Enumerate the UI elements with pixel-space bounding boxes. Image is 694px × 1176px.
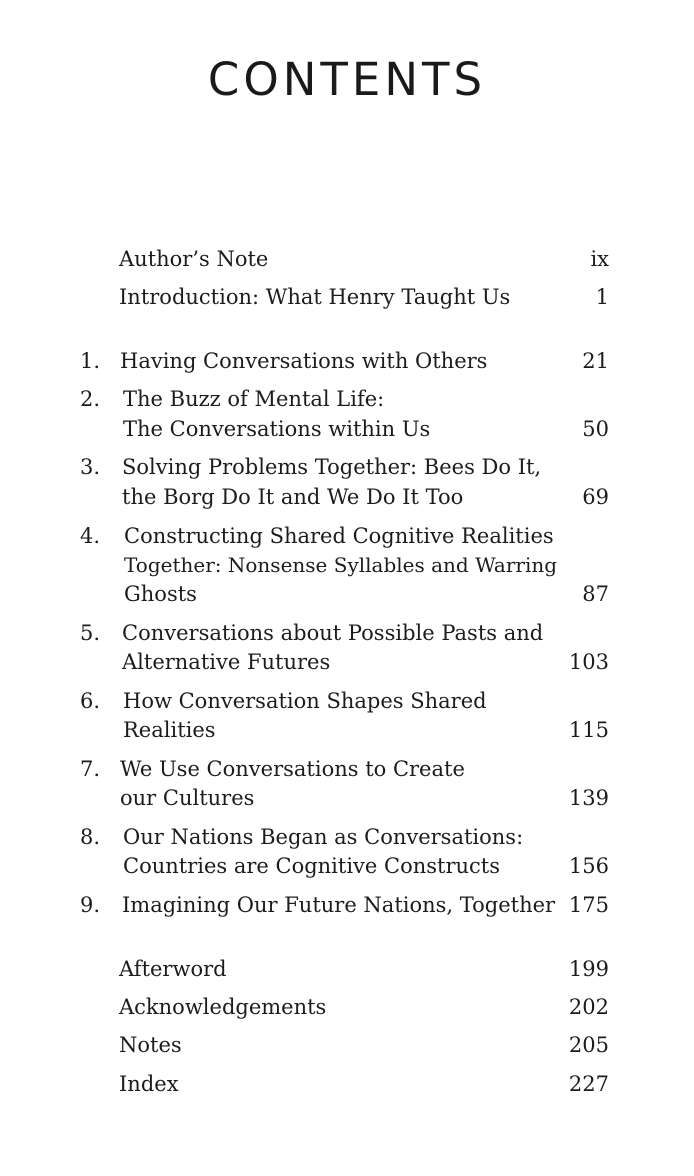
entry-title-line: Alternative Futures: [122, 650, 331, 674]
entry-title: Acknowledgements: [119, 995, 327, 1019]
page-number: 156: [568, 854, 609, 878]
entry-title-line: Ghosts: [124, 582, 197, 606]
page-number: 1: [595, 285, 609, 309]
chapter-number: 2.: [80, 387, 101, 411]
chapter-number: 8.: [80, 825, 101, 849]
page-number: 115: [568, 718, 609, 742]
page-number: 87: [582, 582, 609, 606]
entry-title: Introduction: What Henry Taught Us: [119, 285, 511, 309]
chapter-number: 4.: [80, 524, 101, 548]
chapter-number: 3.: [80, 455, 101, 479]
page-number: 227: [568, 1072, 609, 1096]
page-title: CONTENTS: [207, 53, 487, 106]
entry-title-line: our Cultures: [120, 786, 255, 810]
chapter-number: 1.: [80, 349, 101, 373]
page-number: 21: [582, 349, 609, 373]
page-number: 139: [568, 786, 609, 810]
entry-title-line: Conversations about Possible Pasts and: [122, 621, 544, 645]
page-number: 103: [568, 650, 609, 674]
page-number: 202: [568, 995, 609, 1019]
page-number: 50: [582, 417, 609, 441]
entry-title-line: The Conversations within Us: [123, 417, 431, 441]
chapter-number: 6.: [80, 689, 101, 713]
entry-title: Notes: [119, 1033, 182, 1057]
entry-title-line: How Conversation Shapes Shared: [123, 689, 487, 713]
chapter-number: 7.: [80, 757, 101, 781]
entry-title: Index: [119, 1072, 179, 1096]
chapter-number: 9.: [80, 893, 101, 917]
page-number: 69: [582, 485, 609, 509]
entry-title: Afterword: [119, 957, 227, 981]
chapter-number: 5.: [80, 621, 101, 645]
entry-title-line: Constructing Shared Cognitive Realities: [124, 524, 554, 548]
entry-title-line: We Use Conversations to Create: [120, 757, 465, 781]
entry-title-line: Together: Nonsense Syllables and Warring: [124, 553, 558, 577]
entry-title-line: the Borg Do It and We Do It Too: [122, 485, 464, 509]
entry-title-line: Imagining Our Future Nations, Together: [122, 893, 556, 917]
page-number: 199: [568, 957, 609, 981]
entry-title-line: Our Nations Began as Conversations:: [123, 825, 524, 849]
entry-title-line: Solving Problems Together: Bees Do It,: [122, 455, 542, 479]
entry-title-line: Having Conversations with Others: [120, 349, 488, 373]
page-number: 205: [568, 1033, 609, 1057]
entry-title-line: The Buzz of Mental Life:: [123, 387, 385, 411]
page-number: ix: [590, 247, 609, 271]
entry-title-line: Countries are Cognitive Constructs: [123, 854, 501, 878]
entry-title: Author’s Note: [119, 247, 269, 271]
entry-title-line: Realities: [123, 718, 216, 742]
page-number: 175: [568, 893, 609, 917]
